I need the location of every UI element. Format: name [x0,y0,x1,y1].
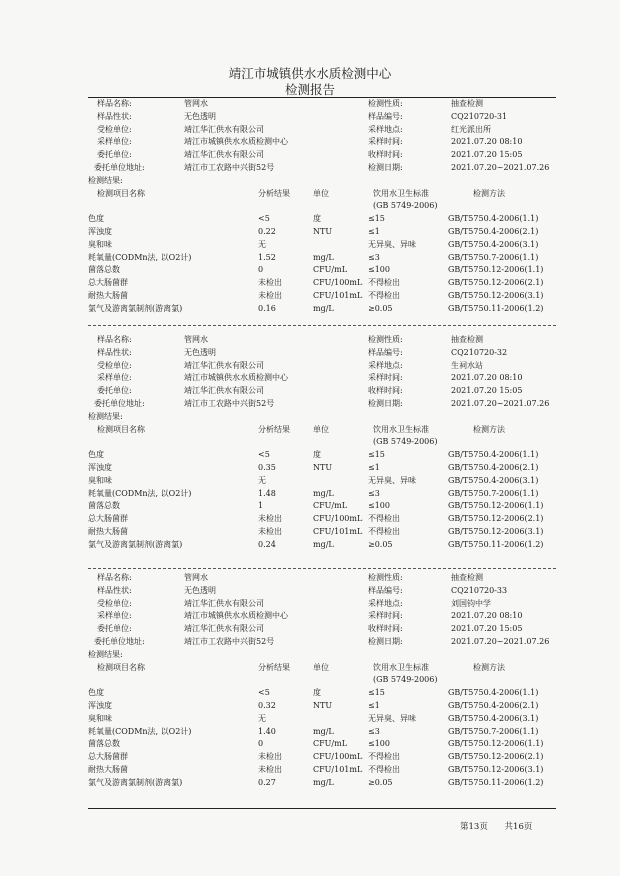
result-value: 未检出 [258,514,282,524]
result-value: 1.48 [258,488,276,498]
result-method: GB/T5750.12-2006(1.1) [448,501,544,511]
result-unit: CFU/mL [313,501,348,511]
table-row [88,462,558,475]
info-row [88,149,558,162]
info-row [88,162,558,175]
entrusted-unit-label: 受检单位: [97,360,132,370]
sampling-unit-value: 靖江市城镇供水水质检测中心 [184,373,288,383]
info-row [88,385,558,398]
col-item-header: 检测项目名称 [97,662,145,672]
result-standard: ≤3 [368,726,380,736]
result-method: GB/T5750.12-2006(3.1) [448,290,544,300]
table-row [88,777,558,790]
sample-no-label: 样品编号: [368,111,403,121]
result-item: 臭和味 [88,713,112,723]
result-unit: mg/L [313,539,334,549]
test-nature-label: 检测性质: [368,335,403,344]
table-row [88,290,558,303]
sample-block [88,98,558,316]
page-footer [460,820,546,832]
result-unit: NTU [313,226,333,236]
test-date-label: 检测日期: [368,636,403,646]
col-unit-header: 单位 [313,424,329,434]
result-value: 无 [258,713,266,723]
result-item: 氯气及游离氯制剂(游离氯) [88,539,183,549]
result-standard: ≤1 [368,462,380,472]
sampling-site-label: 采样地点: [368,598,403,608]
result-method: GB/T5750.12-2006(3.1) [448,526,544,536]
test-nature-value: 抽查检测 [451,99,483,108]
result-method: GB/T5750.4-2006(2.1) [448,700,539,710]
result-value: 0.35 [258,462,276,472]
result-method: GB/T5750.7-2006(1.1) [448,726,539,736]
result-method: GB/T5750.7-2006(1.1) [448,488,539,498]
info-row [88,398,558,411]
table-row [88,687,558,700]
sampling-time-label: 采样时间: [368,137,403,147]
result-value: <5 [258,214,270,224]
results-header-row [88,436,558,449]
result-value: 未检出 [258,278,282,288]
col-method-header: 检测方法 [473,662,505,672]
page-total: 共16页 [504,822,533,832]
table-row [88,277,558,290]
result-standard: 不得检出 [368,526,400,536]
result-item: 浑浊度 [88,462,112,472]
info-row [88,636,558,649]
result-method: GB/T5750.12-2006(3.1) [448,764,544,774]
result-unit: 度 [313,214,321,224]
result-unit: CFU/101mL [313,526,363,536]
results-label: 检测结果: [88,175,123,185]
test-date-value: 2021.07.20~2021.07.26 [451,398,550,408]
results-label: 检测结果: [88,649,123,659]
result-unit: CFU/101mL [313,764,363,774]
result-method: GB/T5750.7-2006(1.1) [448,252,539,262]
table-row [88,488,558,501]
entrusted-unit-value: 靖江华汇供水有限公司 [184,598,264,608]
receive-time-value: 2021.07.20 15:05 [451,386,523,396]
result-standard: ≤100 [368,501,390,511]
result-value: 0 [258,265,264,275]
result-standard: ≤15 [368,450,385,460]
result-value: 0.22 [258,226,276,236]
page-title: 靖江市城镇供水水质检测中心 [228,66,392,81]
receive-time-value: 2021.07.20 15:05 [451,624,523,634]
result-method: GB/T5750.11-2006(1.2) [448,777,544,787]
result-item: 耗氧量(CODMn法, 以O2计) [88,252,192,262]
result-unit: CFU/101mL [313,290,363,300]
client-unit-value: 靖江华汇供水有限公司 [184,624,264,634]
col-standard-header: 饮用水卫生标准 [373,188,429,198]
result-value: 0.16 [258,303,276,313]
client-address-value: 靖江市工农路中兴街52号 [184,636,275,646]
result-method: GB/T5750.12-2006(2.1) [448,514,544,524]
sampling-time-value: 2021.07.20 08:10 [451,611,523,621]
result-value: 0.24 [258,539,276,549]
sampling-unit-label: 采样单位: [97,373,132,383]
sampling-unit-label: 采样单位: [97,611,132,621]
result-standard: ≤100 [368,739,390,749]
separator-bottom [88,808,556,809]
table-row [88,713,558,726]
test-nature-label: 检测性质: [368,573,403,582]
col-unit-header: 单位 [313,188,329,198]
col-standard-ref: (GB 5749-2006) [373,675,438,685]
result-value: 1.52 [258,252,276,262]
client-address-value: 靖江市工农路中兴街52号 [184,162,275,172]
table-row [88,475,558,488]
result-method: GB/T5750.4-2006(1.1) [448,214,539,224]
table-row [88,764,558,777]
table-row [88,751,558,764]
col-standard-header: 饮用水卫生标准 [373,662,429,672]
result-item: 总大肠菌群 [88,278,128,288]
result-method: GB/T5750.4-2006(1.1) [448,688,539,698]
separator-1 [88,325,556,326]
results-header-row [88,424,558,437]
info-row [88,124,558,137]
sample-block [88,572,558,790]
result-item: 色度 [88,214,104,224]
test-date-label: 检测日期: [368,398,403,408]
sampling-time-label: 采样时间: [368,373,403,383]
sampling-site-value: 生祠水站 [451,360,483,370]
results-label-row [88,411,558,424]
result-standard: 不得检出 [368,764,400,774]
result-value: 未检出 [258,752,282,762]
result-value: 0.32 [258,700,276,710]
test-nature-value: 抽查检测 [451,573,483,582]
client-unit-label: 委托单位: [97,386,132,396]
result-item: 耐热大肠菌 [88,526,128,536]
result-item: 色度 [88,688,104,698]
entrusted-unit-label: 受检单位: [97,124,132,134]
page-subtitle: 检测报告 [284,82,335,97]
result-standard: 不得检出 [368,278,400,288]
result-unit: 度 [313,450,321,460]
result-unit: mg/L [313,303,334,313]
result-item: 菌落总数 [88,501,120,511]
result-value: 未检出 [258,290,282,300]
result-item: 耐热大肠菌 [88,764,128,774]
sampling-unit-value: 靖江市城镇供水水质检测中心 [184,611,288,621]
sample-no-label: 样品编号: [368,347,403,357]
col-standard-ref: (GB 5749-2006) [373,201,438,211]
table-row [88,252,558,265]
result-value: <5 [258,450,270,460]
result-item: 氯气及游离氯制剂(游离氯) [88,777,183,787]
sample-state-label: 样品性状: [97,347,132,357]
result-standard: 无异臭、异味 [368,475,416,485]
col-method-header: 检测方法 [473,188,505,198]
table-row [88,213,558,226]
result-unit: CFU/100mL [313,514,363,524]
sample-name-value: 管网水 [184,573,208,582]
result-method: GB/T5750.4-2006(3.1) [448,713,539,723]
result-item: 臭和味 [88,475,112,485]
table-row [88,303,558,316]
client-address-label: 委托单位地址: [94,398,145,408]
result-standard: 不得检出 [368,290,400,300]
result-method: GB/T5750.4-2006(3.1) [448,475,539,485]
result-unit: 度 [313,688,321,698]
test-date-value: 2021.07.20~2021.07.26 [451,636,550,646]
sampling-time-value: 2021.07.20 08:10 [451,373,523,383]
client-address-value: 靖江市工农路中兴街52号 [184,398,275,408]
entrusted-unit-value: 靖江华汇供水有限公司 [184,360,264,370]
info-row [88,572,558,585]
sampling-time-label: 采样时间: [368,611,403,621]
entrusted-unit-label: 受检单位: [97,598,132,608]
results-label-row [88,649,558,662]
result-unit: CFU/mL [313,739,348,749]
client-unit-value: 靖江华汇供水有限公司 [184,386,264,396]
result-item: 色度 [88,450,104,460]
info-row [88,360,558,373]
sample-name-label: 样品名称: [97,99,132,108]
col-item-header: 检测项目名称 [97,188,145,198]
result-value: 未检出 [258,764,282,774]
col-standard-header: 饮用水卫生标准 [373,424,429,434]
client-address-label: 委托单位地址: [94,636,145,646]
sample-state-label: 样品性状: [97,111,132,121]
result-method: GB/T5750.12-2006(2.1) [448,278,544,288]
results-header-row [88,188,558,201]
result-standard: ≤100 [368,265,390,275]
result-standard: ≤3 [368,488,380,498]
result-value: 无 [258,475,266,485]
result-value: 未检出 [258,526,282,536]
test-date-label: 检测日期: [368,162,403,172]
entrusted-unit-value: 靖江华汇供水有限公司 [184,124,264,134]
result-item: 菌落总数 [88,265,120,275]
results-header-row [88,200,558,213]
col-unit-header: 单位 [313,662,329,672]
result-item: 臭和味 [88,239,112,249]
sampling-site-label: 采样地点: [368,124,403,134]
col-result-header: 分析结果 [258,662,290,672]
result-unit: NTU [313,700,333,710]
table-row [88,726,558,739]
table-row [88,700,558,713]
sampling-unit-value: 靖江市城镇供水水质检测中心 [184,137,288,147]
result-item: 总大肠菌群 [88,514,128,524]
info-row [88,598,558,611]
result-standard: ≤15 [368,688,385,698]
client-unit-value: 靖江华汇供水有限公司 [184,150,264,160]
result-unit: mg/L [313,726,334,736]
result-item: 耐热大肠菌 [88,290,128,300]
result-item: 耗氧量(CODMn法, 以O2计) [88,488,192,498]
info-row [88,610,558,623]
results-header-row [88,662,558,675]
result-value: 0 [258,739,264,749]
result-unit: mg/L [313,252,334,262]
result-unit: CFU/100mL [313,752,363,762]
sampling-site-label: 采样地点: [368,360,403,370]
results-header-row [88,674,558,687]
result-method: GB/T5750.12-2006(1.1) [448,265,544,275]
info-row [88,347,558,360]
test-nature-label: 检测性质: [368,99,403,108]
result-method: GB/T5750.11-2006(1.2) [448,303,544,313]
receive-time-label: 收样时间: [368,386,403,396]
test-date-value: 2021.07.20~2021.07.26 [451,162,550,172]
col-result-header: 分析结果 [258,424,290,434]
sampling-site-value: 红光派出所 [451,124,491,134]
sample-name-label: 样品名称: [97,573,132,582]
info-row [88,111,558,124]
sample-state-value: 无色透明 [184,111,216,121]
result-unit: mg/L [313,777,334,787]
result-method: GB/T5750.4-2006(2.1) [448,462,539,472]
result-unit: CFU/mL [313,265,348,275]
table-row [88,526,558,539]
sample-no-value: CQ210720-31 [451,111,508,121]
table-row [88,513,558,526]
receive-time-value: 2021.07.20 15:05 [451,150,523,160]
info-row [88,334,558,347]
sample-name-value: 管网水 [184,335,208,344]
result-standard: ≥0.05 [368,303,393,313]
result-value: <5 [258,688,270,698]
table-row [88,226,558,239]
info-row [88,98,558,111]
sampling-time-value: 2021.07.20 08:10 [451,137,523,147]
sample-name-value: 管网水 [184,99,208,108]
col-item-header: 检测项目名称 [97,424,145,434]
result-method: GB/T5750.4-2006(2.1) [448,226,539,236]
client-address-label: 委托单位地址: [94,162,145,172]
result-item: 耗氧量(CODMn法, 以O2计) [88,726,192,736]
test-nature-value: 抽查检测 [451,335,483,344]
table-row [88,500,558,513]
page-number: 第13页 [460,822,488,832]
sample-state-value: 无色透明 [184,347,216,357]
result-value: 1.40 [258,726,276,736]
result-standard: ≤15 [368,214,385,224]
result-item: 菌落总数 [88,739,120,749]
sample-state-value: 无色透明 [184,585,216,595]
result-value: 1 [258,501,264,511]
sample-no-value: CQ210720-32 [451,347,508,357]
client-unit-label: 委托单位: [97,624,132,634]
result-item: 浑浊度 [88,226,112,236]
table-row [88,539,558,552]
result-standard: ≤3 [368,252,380,262]
client-unit-label: 委托单位: [97,150,132,160]
result-method: GB/T5750.12-2006(1.1) [448,739,544,749]
result-standard: 无异臭、异味 [368,713,416,723]
result-unit: NTU [313,462,333,472]
result-method: GB/T5750.4-2006(3.1) [448,239,539,249]
col-standard-ref: (GB 5749-2006) [373,437,438,447]
result-standard: 不得检出 [368,752,400,762]
info-row [88,372,558,385]
result-item: 浑浊度 [88,700,112,710]
result-item: 氯气及游离氯制剂(游离氯) [88,303,183,313]
result-method: GB/T5750.11-2006(1.2) [448,539,544,549]
result-method: GB/T5750.12-2006(2.1) [448,752,544,762]
col-result-header: 分析结果 [258,188,290,198]
results-label: 检测结果: [88,411,123,421]
result-unit: mg/L [313,488,334,498]
table-row [88,239,558,252]
sample-block [88,334,558,552]
result-standard: 不得检出 [368,514,400,524]
result-value: 无 [258,239,266,249]
col-method-header: 检测方法 [473,424,505,434]
result-unit: CFU/100mL [313,278,363,288]
result-standard: ≤1 [368,226,380,236]
info-row [88,585,558,598]
result-method: GB/T5750.4-2006(1.1) [448,450,539,460]
result-value: 0.27 [258,777,276,787]
info-row [88,623,558,636]
result-item: 总大肠菌群 [88,752,128,762]
results-label-row [88,175,558,188]
sample-no-value: CQ210720-33 [451,585,508,595]
sample-name-label: 样品名称: [97,335,132,344]
info-row [88,136,558,149]
sampling-unit-label: 采样单位: [97,137,132,147]
result-standard: ≥0.05 [368,539,393,549]
separator-2 [88,568,556,569]
table-row [88,449,558,462]
result-standard: ≥0.05 [368,777,393,787]
sample-state-label: 样品性状: [97,585,132,595]
sample-no-label: 样品编号: [368,585,403,595]
result-standard: ≤1 [368,700,380,710]
sampling-site-value: 刘国钧中学 [451,598,491,608]
receive-time-label: 收样时间: [368,150,403,160]
table-row [88,738,558,751]
receive-time-label: 收样时间: [368,624,403,634]
table-row [88,264,558,277]
result-standard: 无异臭、异味 [368,239,416,249]
